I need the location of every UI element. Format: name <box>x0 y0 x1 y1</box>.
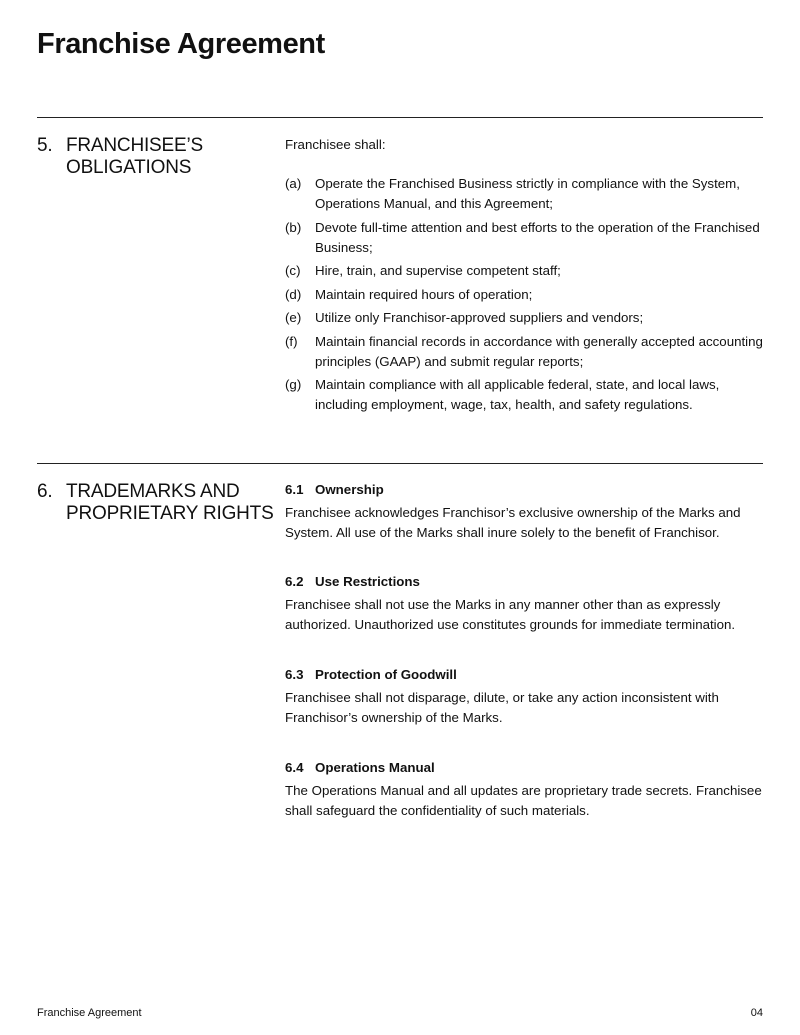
list-item-letter: (d) <box>285 286 302 302</box>
page-title: Franchise Agreement <box>37 28 325 60</box>
list-item-letter: (g) <box>285 377 302 392</box>
list-item-letter: (f) <box>285 333 298 349</box>
list-item <box>285 261 765 281</box>
list-item <box>285 285 765 305</box>
subsection-6-4 <box>285 758 765 821</box>
list-item-text: Utilize only Franchisor-approved suppliers and vendors; <box>315 310 644 325</box>
section-5-body <box>285 135 765 419</box>
list-item <box>285 308 765 328</box>
subsection-number: 6.3 <box>285 667 304 682</box>
subsection-heading <box>285 572 765 592</box>
subsection-body: Franchisee shall not disparage, dilute, or take any action inconsistent with Franchisor’s ownership of the Marks. <box>285 690 719 725</box>
subsection-title: Use Restrictions <box>315 574 420 589</box>
subsection-number: 6.2 <box>285 574 304 589</box>
list-item <box>285 332 765 372</box>
section-5-heading <box>37 135 277 179</box>
subsection-body: Franchisee acknowledges Franchisor’s exclusive ownership of the Marks and System. All use of the Marks shall inure solely to the benefit of Franchisor. <box>285 505 741 540</box>
footer-title: Franchise Agreement <box>37 1007 142 1019</box>
obligations-list <box>285 174 765 415</box>
list-item-text: Operate the Franchised Business strictly in compliance with the System, Operations Manual, and this Agreement; <box>315 176 740 211</box>
section-divider <box>37 117 763 118</box>
page-number: 04 <box>750 1007 763 1019</box>
subsection-body: Franchisee shall not use the Marks in any manner other than as expressly authorized. Unauthorized use constitutes grounds for immediate termination. <box>285 597 736 632</box>
section-divider <box>37 463 763 464</box>
subsection-heading <box>285 480 765 500</box>
section-5-title: FRANCHISEE’S OBLIGATIONS <box>66 135 203 178</box>
subsection-heading <box>285 665 765 685</box>
subsection-title: Operations Manual <box>315 760 435 775</box>
list-item-letter: (b) <box>285 219 302 235</box>
list-item <box>285 174 765 214</box>
section-5-intro: Franchisee shall: <box>285 137 386 152</box>
list-item-text: Maintain financial records in accordance with generally accepted accounting principles (GAAP) and submit regular reports; <box>315 333 763 369</box>
subsection-heading <box>285 758 765 778</box>
subsection-number: 6.4 <box>285 760 304 775</box>
list-item-letter: (e) <box>285 310 302 325</box>
list-item-text: Devote full-time attention and best efforts to the operation of the Franchised Business; <box>315 219 760 255</box>
list-item-text: Hire, train, and supervise competent staff; <box>315 263 561 278</box>
section-6-number: 6. <box>37 481 53 502</box>
subsection-number: 6.1 <box>285 482 304 497</box>
subsection-title: Protection of Goodwill <box>315 667 457 682</box>
subsection-6-3 <box>285 665 765 728</box>
subsection-6-2 <box>285 572 765 635</box>
section-6-heading <box>37 481 277 525</box>
list-item-letter: (a) <box>285 176 302 191</box>
subsection-body: The Operations Manual and all updates are proprietary trade secrets. Franchisee shall safeguard the confidentiality of such materials. <box>285 783 762 818</box>
list-item <box>285 218 765 258</box>
subsection-6-1 <box>285 480 765 543</box>
list-item <box>285 375 765 415</box>
list-item-text: Maintain required hours of operation; <box>315 286 533 302</box>
list-item-text: Maintain compliance with all applicable federal, state, and local laws, including employment, wage, tax, health, and safety regulations. <box>315 377 720 412</box>
section-5-number: 5. <box>37 135 53 156</box>
list-item-letter: (c) <box>285 263 301 278</box>
section-6-title: TRADEMARKS AND PROPRIETARY RIGHTS <box>66 481 274 524</box>
subsection-title: Ownership <box>315 482 384 497</box>
